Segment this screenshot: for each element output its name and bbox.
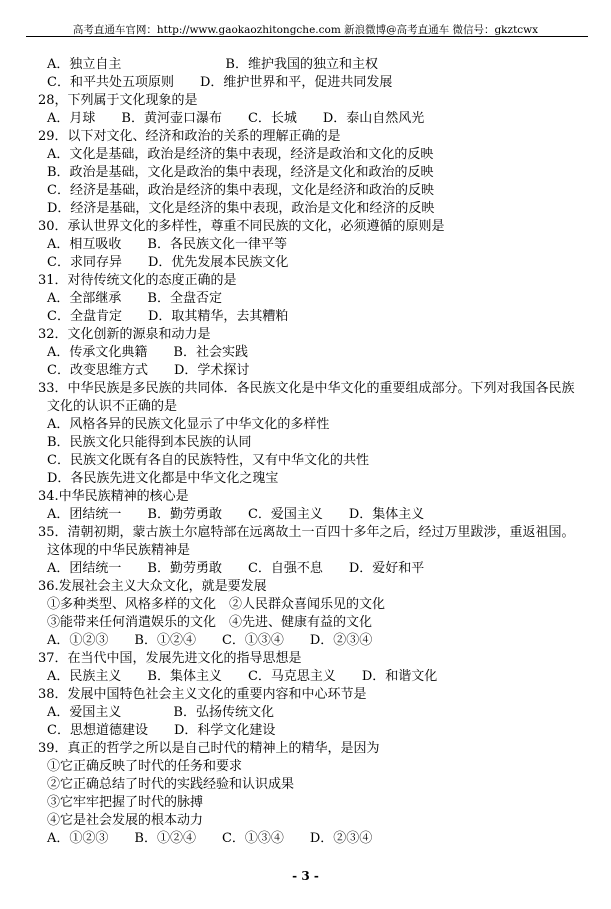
option-line: D．各民族先进文化都是中华文化之瑰宝 bbox=[47, 471, 279, 486]
option-line: ④它是社会发展的根本动力 bbox=[47, 813, 204, 828]
option-line: C．思想道德建设 D．科学文化建设 bbox=[47, 723, 276, 738]
option-line: ①多种类型、风格多样的文化 ②人民群众喜闻乐见的文化 bbox=[47, 597, 386, 612]
page-number: - 3 - bbox=[292, 869, 319, 883]
question-line: 29．以下对文化、经济和政治的关系的理解正确的是 bbox=[38, 129, 341, 144]
question-line: 31．对待传统文化的态度正确的是 bbox=[38, 273, 237, 288]
exam-questions bbox=[38, 56, 593, 848]
question-line: 30．承认世界文化的多样性，尊重不同民族的文化，必须遵循的原则是 bbox=[38, 219, 445, 234]
option-line: C．和平共处五项原则 D．维护世界和平，促进共同发展 bbox=[47, 75, 393, 90]
question-line: 35．清朝初期，蒙古族土尔扈特部在远离故土一百四十多年之后，经过万里跋涉，重返祖国。 bbox=[38, 525, 575, 540]
option-line: ②它正确总结了时代的实践经验和认识成果 bbox=[47, 777, 295, 792]
question-line: 34.中华民族精神的核心是 bbox=[38, 489, 189, 504]
option-line: A．①②③ B．①②④ C．①③④ D．②③④ bbox=[47, 633, 373, 648]
option-line: A．团结统一 B．勤劳勇敢 C．爱国主义 D．集体主义 bbox=[47, 507, 425, 522]
option-line: 文化的认识不正确的是 bbox=[47, 399, 178, 414]
question-line: 28，下列属于文化现象的是 bbox=[38, 93, 198, 108]
option-line: A．月球 B．黄河壶口瀑布 C．长城 D．泰山自然风光 bbox=[47, 111, 425, 126]
header-rule bbox=[26, 36, 588, 37]
option-line: C．经济是基础，政治是经济的集中表现，文化是经济和政治的反映 bbox=[47, 183, 434, 198]
option-line: C．全盘肯定 D．取其精华，去其糟粕 bbox=[47, 309, 289, 324]
question-line: 39．真正的哲学之所以是自己时代的精神上的精华，是因为 bbox=[38, 741, 380, 756]
option-line: ①它正确反映了时代的任务和要求 bbox=[47, 759, 243, 774]
option-line: A．①②③ B．①②④ C．①③④ D．②③④ bbox=[47, 831, 373, 846]
page-header bbox=[0, 0, 611, 36]
option-line: 这体现的中华民族精神是 bbox=[47, 543, 191, 558]
option-line: A．全部继承 B．全盘否定 bbox=[47, 291, 222, 306]
question-line: 38．发展中国特色社会主义文化的重要内容和中心环节是 bbox=[38, 687, 367, 702]
option-line: A．爱国主义 B．弘扬传统文化 bbox=[47, 705, 274, 720]
option-line: C．改变思维方式 D．学术探讨 bbox=[47, 363, 250, 378]
option-line: A．团结统一 B．勤劳勇敢 C．自强不息 D．爱好和平 bbox=[47, 561, 425, 576]
option-line: A．风格各异的民族文化显示了中华文化的多样性 bbox=[47, 417, 330, 432]
option-line: B．政治是基础，文化是政治的集中表现，经济是文化和政治的反映 bbox=[47, 165, 434, 180]
option-line: ③能带来任何消遣娱乐的文化 ④先进、健康有益的文化 bbox=[47, 615, 373, 630]
header-text: 高考直通车官网：http://www.gaokaozhitongche.com 新浪微博@高考直通车 微信号：gkztcwx bbox=[72, 24, 539, 36]
option-line: D．经济是基础，文化是经济的集中表现，政治是文化和经济的反映 bbox=[47, 201, 435, 216]
question-line: 36.发展社会主义大众文化，就是要发展 bbox=[38, 579, 267, 594]
option-line: A．传承文化典籍 B．社会实践 bbox=[47, 345, 248, 360]
option-line: B．民族文化只能得到本民族的认同 bbox=[47, 435, 252, 450]
option-line: C．民族文化既有各自的民族特性，又有中华文化的共性 bbox=[47, 453, 369, 468]
option-line: ③它牢牢把握了时代的脉搏 bbox=[47, 795, 204, 810]
option-line: A．民族主义 B．集体主义 C．马克思主义 D．和谐文化 bbox=[47, 669, 438, 684]
question-line: 37．在当代中国，发展先进文化的指导思想是 bbox=[38, 651, 302, 666]
question-line: 33．中华民族是多民族的共同体．各民族文化是中华文化的重要组成部分。下列对我国各民族 bbox=[38, 381, 575, 396]
option-line: A．文化是基础，政治是经济的集中表现，经济是政治和文化的反映 bbox=[47, 147, 434, 162]
option-line: A．相互吸收 B．各民族文化一律平等 bbox=[47, 237, 287, 252]
option-line: A．独立自主 B．维护我国的独立和主权 bbox=[47, 57, 378, 72]
option-line: C．求同存异 D．优先发展本民族文化 bbox=[47, 255, 289, 270]
question-line: 32．文化创新的源泉和动力是 bbox=[38, 327, 211, 342]
